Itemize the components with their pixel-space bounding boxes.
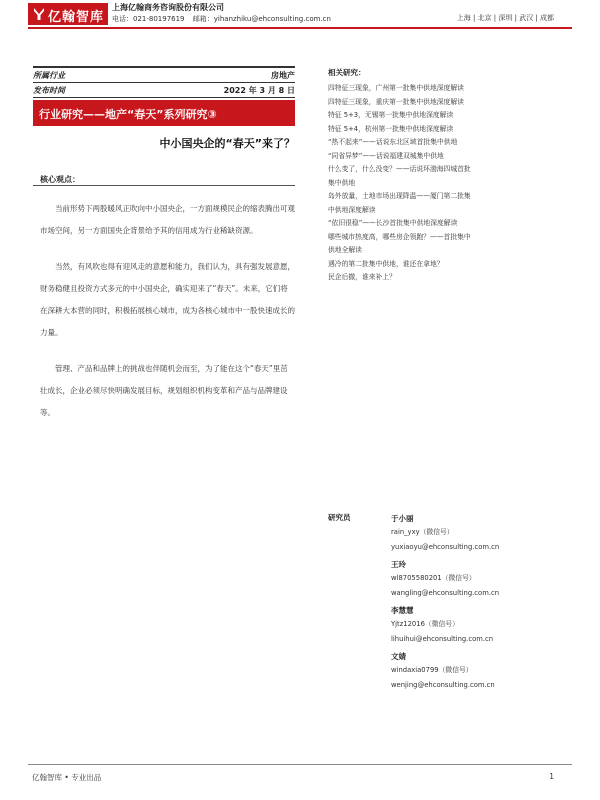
page-header (0, 0, 600, 30)
date-value: 2022 年 3 月 8 日 (223, 86, 295, 95)
related-research-heading: 相关研究： (328, 68, 366, 77)
logo-text: 亿翰智库 (48, 10, 105, 25)
related-item[interactable]: 岛外放量，土地市场出现降温——厦门第二批集 (328, 192, 471, 200)
related-item[interactable]: 四特征三现象，广州第一批集中供地深度解读 (328, 84, 464, 92)
analyst-wechat: Yjtz12016（微信号） (391, 620, 459, 628)
related-item[interactable]: 供地全解读 (328, 246, 362, 254)
analyst-name: 于小丽 (391, 514, 414, 523)
meta-bottom-divider (33, 97, 295, 98)
analyst-email[interactable]: lihuihui@ehconsulting.com.cn (391, 635, 494, 643)
meta-mid-divider (33, 82, 295, 83)
related-item[interactable]: 集中供地 (328, 178, 356, 187)
core-views-divider (33, 185, 295, 186)
industry-label: 所属行业 (33, 71, 65, 80)
meta-top-divider (33, 66, 295, 68)
header-divider (28, 27, 572, 29)
industry-value: 房地产 (271, 71, 295, 80)
related-research (328, 67, 558, 285)
email-text: 邮箱：yihanzhiku@ehconsulting.com.cn (192, 15, 331, 23)
related-item[interactable]: 什么变了，什么没变？——话说环渤海四城首批 (328, 165, 471, 173)
analyst-wechat: rain_yxy（微信号） (391, 528, 454, 536)
brand-logo (28, 3, 108, 25)
related-research-list (328, 82, 558, 285)
date-label: 发布时间 (33, 86, 65, 95)
analyst-wechat: windaxia0799（微信号） (391, 666, 473, 674)
core-paragraph: 当然，有风吹也得有迎风走的意愿和能力，我们认为，具有强发展意愿，财务稳健且投资方式多元的中小国央企，确实迎来了“春天”。未来，它们将在深耕大本营的同时，积极拓展核心城市，成为各核心城市中一股快速成长的力量。 (40, 262, 295, 337)
analyst-email[interactable]: wenjing@ehconsulting.com.cn (391, 681, 495, 689)
analyst-name: 李慧慧 (391, 606, 414, 615)
related-item[interactable]: 特征 5+4，杭州第一批集中供地深度解读 (328, 124, 454, 133)
analyst-email[interactable]: yuxiaoyu@ehconsulting.com.cn (391, 543, 500, 551)
analyst-name: 王玲 (391, 560, 406, 569)
core-paragraph: 当前形势下两股暖风正吹向中小国央企，一方面规模民企的缩表腾出可观市场空间，另一方面国央企背景给予其的信用成为行业稀缺资源。 (40, 204, 295, 235)
related-item[interactable]: 哪些城市热度高，哪些房企领跑？——首批集中 (328, 232, 471, 241)
analyst-entry (391, 512, 499, 555)
analyst-entry (391, 558, 499, 601)
analyst-entry (391, 604, 493, 647)
related-item[interactable]: 四特征三现象，重庆第一批集中供地深度解读 (328, 97, 464, 106)
related-item[interactable]: “热不起来”——话说东北区域首批集中供地 (328, 138, 458, 146)
report-title: 中小国央企的“春天”来了？ (159, 137, 295, 150)
analyst-name: 文婧 (391, 652, 406, 661)
series-title: 行业研究——地产“春天”系列研究③ (39, 108, 217, 121)
related-item[interactable]: “依旧很稳”——长沙首批集中供地深度解读 (328, 219, 458, 227)
office-cities: 上海 | 北京 | 深圳 | 武汉 | 成都 (456, 14, 554, 22)
company-name: 上海亿翰商务咨询股份有限公司 (112, 3, 224, 12)
core-paragraph: 管理、产品和品牌上的挑战也伴随机会而至，为了能在这个“春天”里茁壮成长，企业必须尽快明确发展目标，规划组织机构变革和产品与品牌建设等。 (40, 364, 288, 417)
phone-text: 电话：021-80197619 (112, 15, 185, 23)
related-item[interactable]: “同省异梦”——话说福建双城集中供地 (328, 151, 444, 160)
analyst-wechat: wl8705580201（微信号） (391, 574, 476, 582)
analysts-heading: 研究员 (328, 513, 351, 522)
page-number: 1 (549, 772, 554, 781)
related-item[interactable]: 民企后撤，谁来补上？ (328, 273, 396, 281)
logo-icon (32, 6, 46, 22)
footer-brand: 亿翰智库 • 专业出品 (32, 773, 102, 782)
related-item[interactable]: 中供地深度解读 (328, 205, 376, 214)
analyst-email[interactable]: wangling@ehconsulting.com.cn (391, 589, 500, 597)
footer-divider (28, 764, 572, 765)
related-item[interactable]: 遇冷的第二批集中供地，谁还在拿地？ (328, 259, 444, 268)
core-views-heading: 核心观点： (40, 175, 80, 184)
analyst-entry (391, 650, 495, 693)
core-views-body (40, 198, 295, 438)
report-series-banner (33, 100, 295, 126)
related-item[interactable]: 特征 5+3，无锡第一批集中供地深度解读 (328, 111, 454, 119)
contact-info (112, 14, 337, 24)
